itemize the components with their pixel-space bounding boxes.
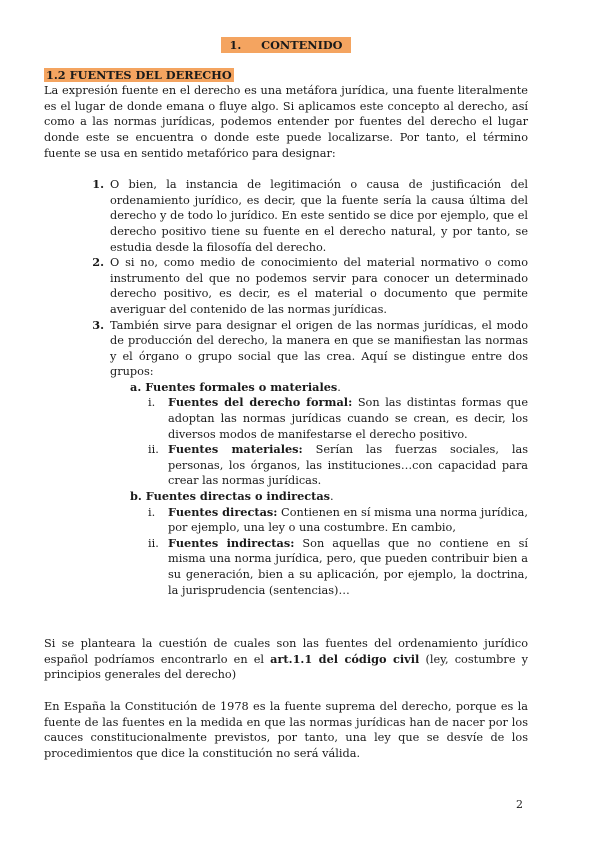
term: Fuentes directas: (168, 504, 278, 519)
civil-code-reference: art.1.1 del código civil (270, 651, 420, 666)
roman-number: ii. (148, 536, 159, 550)
list-item-text: O bien, la instancia de legitimación o causa de justificación del ordenamiento jurídico, es decir, que la fuente sería la causa última del derecho y de todo lo jurídico. En este sentido se dice por ejemplo, que el derecho positivo tiene su fuente en el derecho natural, y por tanto, se estudia desde la filosofía del derecho. (110, 178, 528, 254)
section-title-text: 1.2 FUENTES DEL DERECHO (46, 67, 232, 82)
list-item-text: También sirve para designar el origen de las normas jurídicas, el modo de producción del derecho, la manera en que se manifiestan las normas y el órgano o grupo social que las crea. Aquí se distingue entre dos grupos: (110, 318, 528, 379)
list-item (108, 177, 528, 255)
intro-paragraph: La expresión fuente en el derecho es una metáfora jurídica, una fuente literalmente es el lugar de donde emana o fluye algo. Si aplicamos este concepto al derecho, así como a las normas jurídicas, podemos entender por fuentes del derecho el lugar donde este se encuentra o donde este puede localizarse. Por tanto, el término fuente se usa en sentido metafórico para designar: (44, 84, 528, 160)
term: Fuentes indirectas: (168, 535, 295, 550)
para2-after: (ley, costumbre y principios generales del derecho) (44, 652, 528, 682)
list-item (108, 255, 528, 317)
list-item (108, 318, 528, 599)
group-title: Fuentes formales o materiales (145, 379, 338, 394)
document-heading (44, 38, 528, 54)
heading-number: 1. (225, 37, 245, 53)
list-item-text: O si no, como medio de conocimiento del material normativo o como instrumento del que no podemos servir para conocer un determinado derecho positivo, es decir, es el material o documento que permite averiguar del contenido de las normas jurídicas. (110, 256, 528, 316)
roman-item (148, 442, 529, 489)
term: Fuentes materiales: (168, 442, 303, 457)
group-label: a. (130, 379, 142, 394)
roman-item (148, 395, 529, 442)
constitution-paragraph: En España la Constitución de 1978 es la fuente suprema del derecho, porque es la fuente de las fuentes en la medida en que las normas jurídicas han de nacer por los cauces constitucionalmente previstos, por tanto, una ley que se desvíe de los procedimientos que dice la constitución no será válida. (44, 699, 528, 760)
group-title: Fuentes directas o indirectas (145, 489, 331, 504)
definition: Son las distintas formas que adoptan las normas jurídicas cuando se crean, es decir, los diversos modos de manifestarse el derecho positivo. (168, 396, 529, 441)
roman-item (148, 535, 529, 598)
definition: Contienen en sí misma una norma jurídica, por ejemplo, una ley o una costumbre. En cambio, (168, 505, 528, 535)
definition: Serían las fuerzas sociales, las personas, los órganos, las instituciones…con capacidad para crear las normas jurídicas. (168, 443, 529, 488)
heading-title: CONTENIDO (257, 37, 346, 53)
main-list (44, 177, 528, 598)
group-item: b. Fuentes directas o indirectas. i. Fuentes directas: Contienen en sí misma una norma jurídica, por ejemplo, una ley o una costumbre. En cambio, ii. Fuentes indirectas: Son aquellas que no contiene en sí misma una norma jurídica, pero, que pueden contribuir bien a su generación, bien a su aplicación, por ejemplo, la doctrina, la jurisprudencia (sentencias)… (130, 489, 529, 597)
para2-before: Si se planteara la cuestión de cuales son las fuentes del ordenamiento jurídico español podríamos encontrarlo en el (44, 637, 528, 666)
section-title (44, 68, 528, 84)
sub-list-alpha (110, 380, 528, 598)
roman-number: ii. (148, 443, 159, 457)
group-label: b. (130, 489, 142, 504)
roman-number: i. (148, 396, 156, 410)
roman-item (148, 504, 528, 536)
document-page (44, 38, 528, 761)
sub-list-roman (130, 395, 528, 489)
definition: Son aquellas que no contiene en sí misma una norma jurídica, pero, que pueden contribuir bien a su generación, bien a su aplicación, por ejemplo, la doctrina, la jurisprudencia (sentencias)… (168, 536, 529, 597)
civil-code-paragraph (44, 636, 528, 683)
sub-list-roman (130, 505, 528, 599)
page-number: 2 (516, 798, 523, 811)
roman-number: i. (148, 505, 156, 519)
heading-highlight (221, 37, 350, 53)
group-item: a. Fuentes formales o materiales. i. Fuentes del derecho formal: Son las distintas formas que adoptan las normas jurídicas cuando se crean, es decir, los diversos modos de manifestarse el derecho positivo. ii. Fuentes materiales: Serían las fuerzas sociales, las personas, los órganos, las instituciones…con capacidad para crear las normas jurídicas. (130, 379, 529, 488)
term: Fuentes del derecho formal: (168, 395, 353, 410)
